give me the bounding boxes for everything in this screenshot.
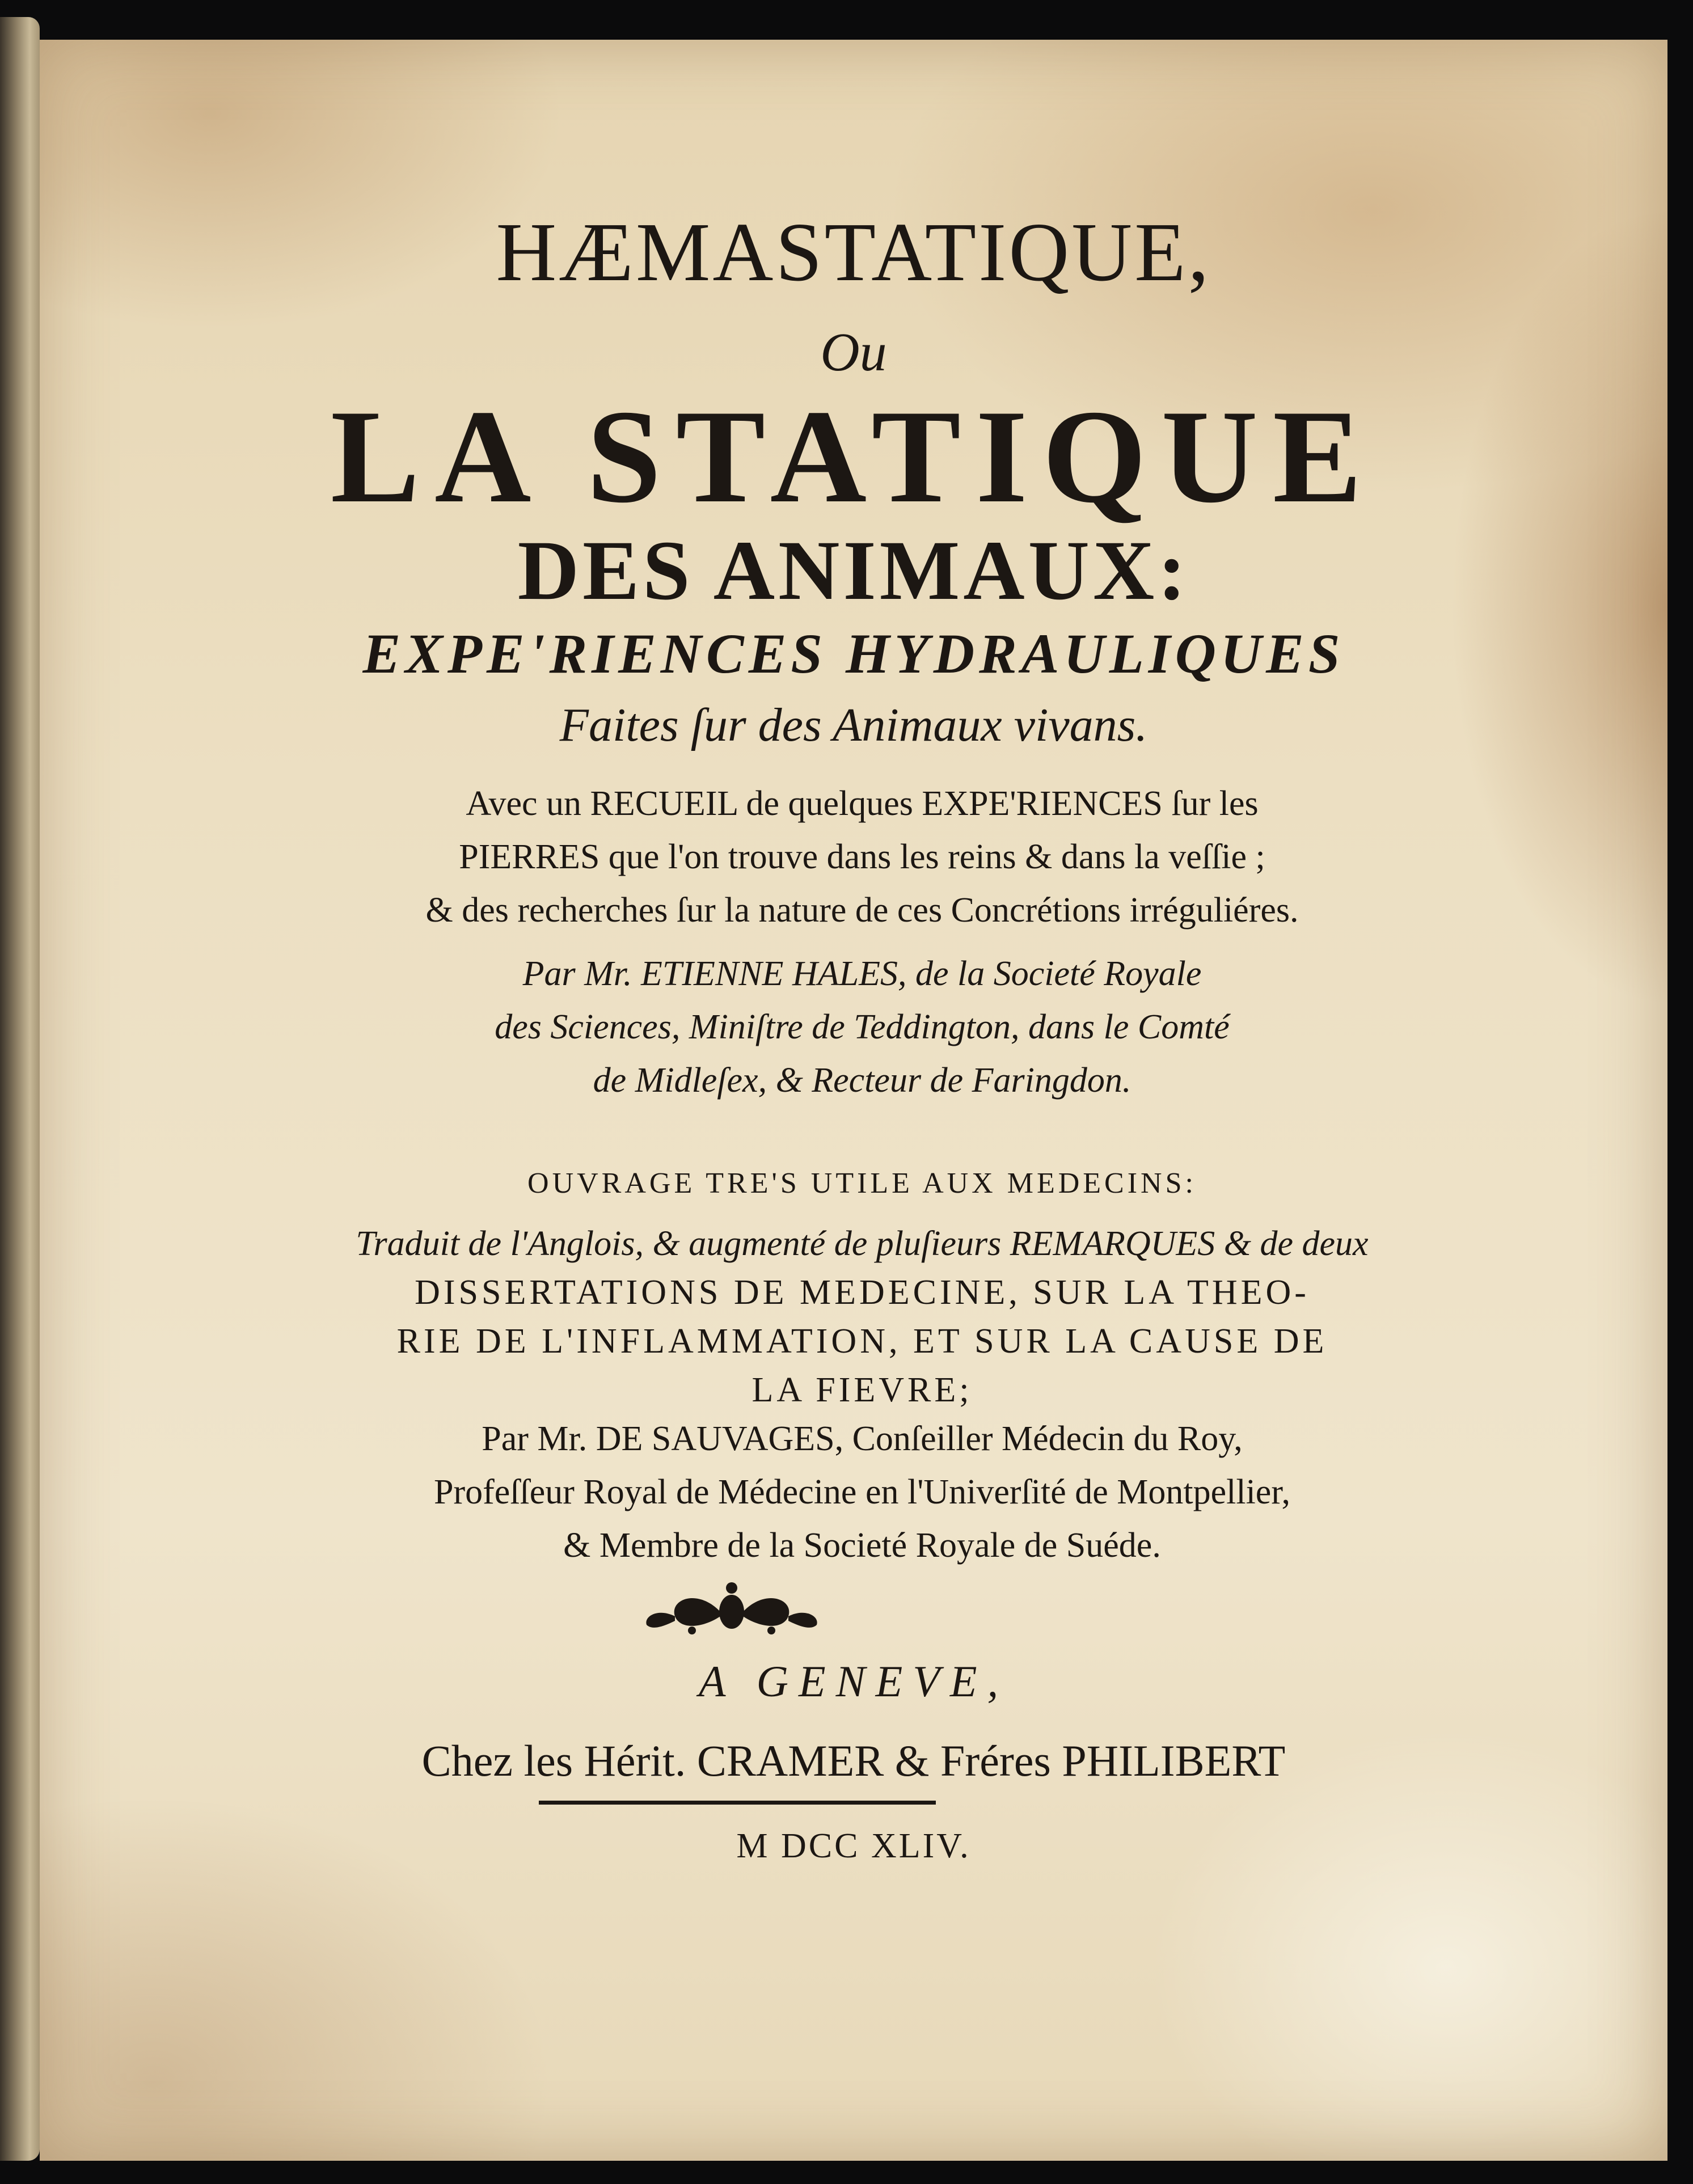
subtitle-statique: LA STATIQUE (330, 383, 1377, 531)
description-paragraph (130, 777, 1594, 937)
work-note: OUVRAGE TRE'S UTILE AUX MEDECINS: (527, 1167, 1197, 1199)
subtitle-animaux: DES ANIMAUX: (517, 523, 1190, 618)
facing-page-edge (0, 17, 40, 2161)
imprint-rule (539, 1801, 936, 1805)
author-line: Par Mr. ETIENNE HALES, de la Societé Royale (522, 954, 1202, 993)
imprint-city: A GENEVE, (698, 1657, 1009, 1706)
translation-line: LA FIEVRE; (751, 1371, 973, 1409)
conjunction: Ou (820, 322, 887, 382)
translator-line: Par Mr. DE SAUVAGES, Conſeiller Médecin du Roy, (482, 1420, 1243, 1458)
author-paragraph (130, 947, 1594, 1107)
translation-line: RIE DE L'INFLAMMATION, ET SUR LA CAUSE DE (396, 1322, 1328, 1361)
imprint-publisher: Chez les Hérit. CRAMER & Fréres PHILIBERT (421, 1736, 1286, 1785)
author-line: de Midleſex, & Recteur de Faringdon. (593, 1061, 1132, 1100)
author-line: des Sciences, Miniſtre de Teddington, dans le Comté (495, 1008, 1230, 1046)
translator-paragraph (130, 1412, 1594, 1572)
translator-line: Profeſſeur Royal de Médecine en l'Univerſité de Montpellier, (434, 1473, 1290, 1511)
fleuron-ornament (635, 1577, 828, 1645)
description-line: PIERRES que l'on trouve dans les reins & dans la veſſie ; (459, 838, 1265, 876)
main-title: HÆMASTATIQUE, (496, 206, 1211, 299)
subtitle-experiences: EXPE'RIENCES HYDRAULIQUES (362, 622, 1345, 685)
description-line: & des recherches ſur la nature de ces Concrétions irréguliéres. (425, 891, 1299, 930)
description-line: Avec un RECUEIL de quelques EXPE'RIENCES ſur les (466, 784, 1259, 823)
title-page (40, 40, 1667, 2161)
subtitle-faites: Faites ſur des Animaux vivans. (559, 699, 1148, 751)
translation-paragraph (130, 1219, 1594, 1414)
translation-line: Traduit de l'Anglois, & augmenté de pluſieurs REMARQUES & de deux (356, 1224, 1369, 1263)
imprint-date: M DCC XLIV. (736, 1827, 971, 1865)
translator-line: & Membre de la Societé Royale de Suéde. (563, 1526, 1161, 1565)
translation-line: DISSERTATIONS DE MEDECINE, SUR LA THEO- (415, 1273, 1310, 1312)
